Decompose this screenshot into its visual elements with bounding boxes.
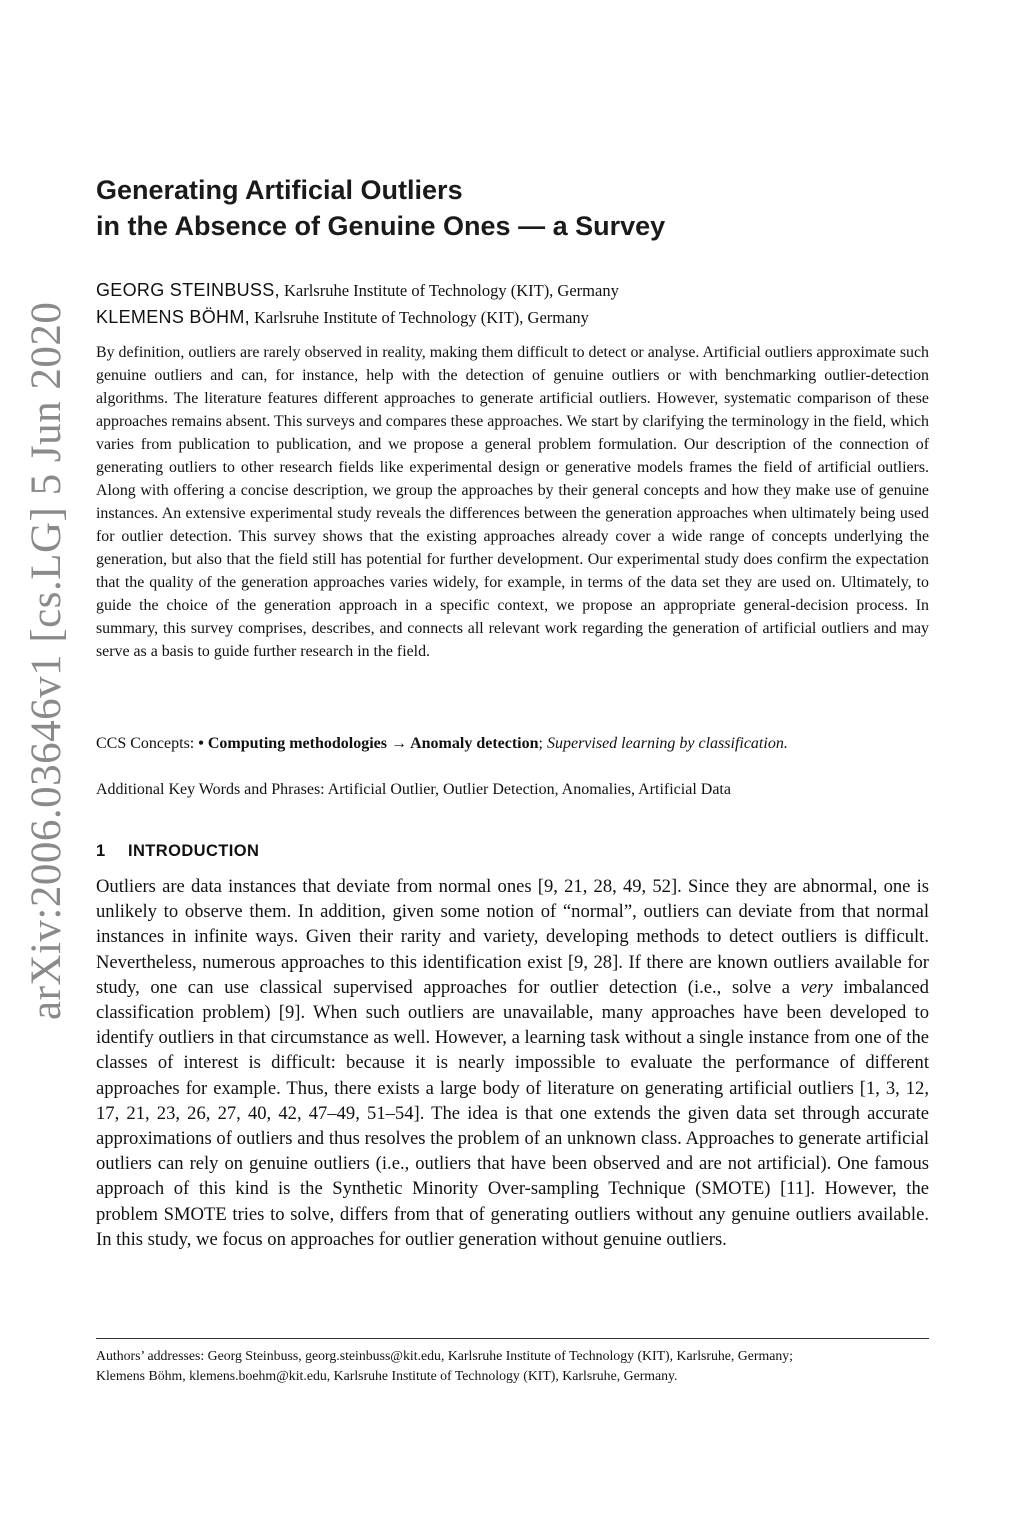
author-entry [96,277,929,304]
footnote-line-1: Authors’ addresses: Georg Steinbuss, georg.steinbuss@kit.edu, Karlsruhe Institute of Technology (KIT), Karlsruhe, Germany; [96,1348,793,1363]
ccs-bullet: • [198,735,208,752]
intro-text-part-2: imbalanced classification problem) [9]. When such outliers are unavailable, many approaches have been developed to identify outliers in that circumstance as well. However, a learning task without a single instance from one of the classes of interest is difficult: because it is nearly impossible to evaluate the performance of different approaches for example. Thus, there exists a large body of literature on generating artificial outliers [1, 3, 12, 17, 21, 23, 26, 27, 40, 42, 47–49, 51–54]. The idea is that one extends the given data set through accurate approximations of outliers and thus resolves the problem of an unknown class. Approaches to generate artificial outliers can rely on genuine outliers (i.e., outliers that have been observed and are not artificial). One famous approach of this kind is the Synthetic Minority Over-sampling Technique (SMOTE) [11]. However, the problem SMOTE tries to solve, differs from that of generating outliers without any genuine outliers available. In this study, we focus on approaches for outlier generation without genuine outliers. [96,976,929,1250]
introduction-paragraph [96,874,929,1252]
section-heading-introduction [96,842,929,861]
author-affiliation: Karlsruhe Institute of Technology (KIT), Germany [249,308,589,327]
footnote-divider [96,1338,929,1339]
ccs-primary-concept: Computing methodologies → Anomaly detection [207,735,539,752]
author-name: GEORG STEINBUSS, [96,280,280,300]
section-title: INTRODUCTION [128,842,260,860]
author-entry [96,304,929,331]
author-name: KLEMENS BÖHM, [96,307,250,327]
ccs-separator: ; [538,735,547,752]
paper-title [96,172,929,244]
ccs-label: CCS Concepts: [96,735,199,752]
ccs-secondary-concept: Supervised learning by classification. [546,735,788,752]
author-address-footnote [96,1346,929,1386]
author-affiliation: Karlsruhe Institute of Technology (KIT), Germany [279,281,619,300]
intro-emphasis: very [800,976,833,998]
keywords-line: Additional Key Words and Phrases: Artificial Outlier, Outlier Detection, Anomalies, Artificial Data [96,781,731,798]
paper-title-line-1: Generating Artificial Outliers [96,175,463,205]
footnote-line-2: Klemens Böhm, klemens.boehm@kit.edu, Karlsruhe Institute of Technology (KIT), Karlsruhe, Germany. [96,1368,678,1383]
section-number: 1 [96,842,106,860]
author-list [96,277,929,331]
abstract-paragraph: By definition, outliers are rarely observed in reality, making them difficult to detect or analyse. Artificial outliers approximate such genuine outliers and can, for instance, help with the detection of genuine outliers or with benchmarking outlier-detection algorithms. The literature features different approaches to generate artificial outliers. However, systematic comparison of these approaches remains absent. This surveys and compares these approaches. We start by clarifying the terminology in the field, which varies from publication to publication, and we propose a general problem formulation. Our description of the connection of generating outliers to other research fields like experimental design or generative models frames the field of artificial outliers. Along with offering a concise description, we group the approaches by their general concepts and how they make use of genuine instances. An extensive experimental study reveals the differences between the generation approaches when ultimately being used for outlier detection. This survey shows that the existing approaches already cover a wide range of concepts underlying the generation, but also that the field still has potential for further development. Our experimental study does confirm the expectation that the quality of the generation approaches varies widely, for example, in terms of the data set they are used on. Ultimately, to guide the choice of the generation approach in a specific context, we propose an appropriate general-decision process. In summary, this survey comprises, describes, and connects all relevant work regarding the generation of artificial outliers and may serve as a basis to guide further research in the field. [96,344,929,660]
paper-title-line-2: in the Absence of Genuine Ones — a Survey [96,211,666,241]
intro-text-part-1: Outliers are data instances that deviate from normal ones [9, 21, 28, 49, 52]. Since they are abnormal, one is unlikely to observe them. In addition, given some notion of “normal”, outliers can deviate from that normal instances in infinite ways. Given their rarity and variety, developing methods to detect outliers is difficult. Nevertheless, numerous approaches to this identification exist [9, 28]. If there are known outliers available for study, one can use classical supervised approaches for outlier detection (i.e., solve a [96,876,929,998]
ccs-concepts [96,732,929,755]
arxiv-identifier-stamp: arXiv:2006.03646v1 [cs.LG] 5 Jun 2020 [23,301,70,1020]
